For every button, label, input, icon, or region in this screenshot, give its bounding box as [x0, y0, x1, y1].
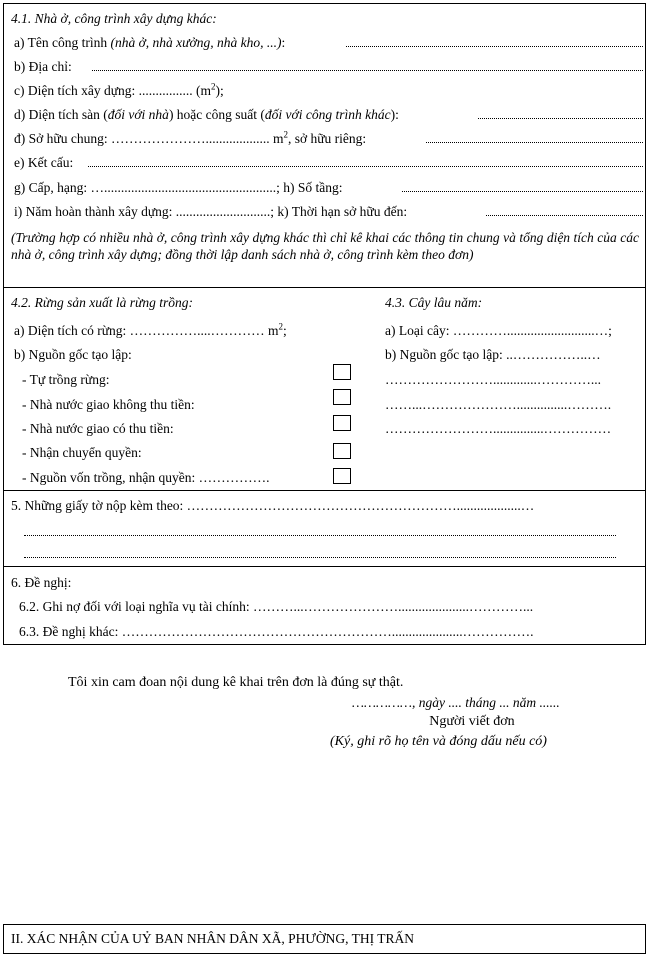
field-e-input[interactable] [88, 166, 643, 167]
field-dd-input[interactable] [426, 142, 643, 143]
signer-note: (Ký, ghi rõ họ tên và đóng dấu nếu có) [330, 734, 547, 749]
divider [3, 287, 646, 288]
field-k-input[interactable] [486, 215, 643, 216]
field-d-input[interactable] [478, 118, 643, 119]
field-dd-label: đ) Sở hữu chung: …………………................... $m^2$, sở hữu riêng: [14, 129, 367, 146]
tree-type-label: a) Loại cây: …………..........................…; [385, 323, 612, 338]
field-i-label: i) Năm hoàn thành xây dựng: ............................; k) Thời hạn sở hữu đến: [14, 204, 408, 219]
section-4-3-heading: 4.3. Cây lâu năm: [385, 295, 483, 310]
origin-option-label: - Nhà nước giao có thu tiền: [22, 421, 174, 436]
section-6-heading: 6. Đề nghị: [11, 575, 72, 590]
tree-origin-line: …………………….............…………... [385, 372, 601, 387]
origin-option-label: - Tự trồng rừng: [22, 372, 110, 387]
field-b-input[interactable] [92, 70, 643, 71]
field-d-label: d) Diện tích sàn (đối với nhà) hoặc công suất (đối với công trình khác): [14, 107, 399, 122]
signer-title: Người viết đơn [429, 714, 515, 729]
origin-option-label: - Nguồn vốn trồng, nhận quyền: ……………. [22, 470, 270, 485]
attachments-line-1[interactable] [24, 535, 616, 536]
field-h-input[interactable] [402, 191, 643, 192]
field-e-label: e) Kết cấu: [14, 155, 74, 170]
origin-checkbox[interactable] [333, 415, 351, 431]
date-line: ……………, ngày .... tháng ... năm ...... [352, 695, 560, 710]
field-a-label: a) Tên công trình (nhà ở, nhà xưởng, nhà kho, ...): [14, 35, 286, 50]
tree-origin-label: b) Nguồn gốc tạo lập: ..……………..… [385, 347, 601, 362]
origin-checkbox[interactable] [333, 443, 351, 459]
section-5-heading: 5. Những giấy tờ nộp kèm theo: ……………………………………………………...................… [11, 498, 535, 513]
attachments-line-2[interactable] [24, 557, 616, 558]
section-4-1-note: (Trường hợp có nhiều nhà ở, công trình xây dựng khác thì chỉ kê khai các thông tin chung và tổng diện tích của các nhà ở, công trình xây dựng; đồng thời lập danh sách nhà ở, công trình kèm theo đơn) [11, 230, 639, 262]
origin-option-label: - Nhận chuyển quyền: [22, 445, 142, 460]
section-4-2-heading: 4.2. Rừng sản xuất là rừng trồng: [11, 295, 193, 310]
section-4-1-heading: 4.1. Nhà ở, công trình xây dựng khác: [11, 11, 217, 26]
section-2-title: II. XÁC NHẬN CỦA UỶ BAN NHÂN DÂN XÃ, PHƯỜNG, THỊ TRẤN [11, 931, 414, 946]
origin-checkbox[interactable] [333, 389, 351, 405]
divider [3, 566, 646, 567]
field-b-label: b) Địa chỉ: [14, 59, 72, 74]
tree-origin-line: ……...…………………...............………. [385, 397, 612, 412]
field-g-label: g) Cấp, hạng: …...................................................; h) Số tầng: [14, 180, 343, 195]
divider [3, 490, 646, 491]
field-a-input[interactable] [346, 46, 643, 47]
other-request-label: 6.3. Đề nghị khác: …………………………………………………….....................……………. [19, 624, 534, 639]
origin-checkbox[interactable] [333, 364, 351, 380]
origin-checkbox[interactable] [333, 468, 351, 484]
field-c-label: c) Diện tích xây dựng: ................ $(m^2)$; [14, 81, 224, 98]
forest-area-label: a) Diện tích có rừng: ……………....………… $m^2$; [14, 321, 287, 338]
forest-origin-label: b) Nguồn gốc tạo lập: [14, 347, 132, 362]
debt-request-label: 6.2. Ghi nợ đối với loại nghĩa vụ tài chính: ………...………………….....................…………... [19, 599, 534, 614]
tree-origin-line: ……………………...............…………… [385, 421, 612, 436]
declaration-text: Tôi xin cam đoan nội dung kê khai trên đơn là đúng sự thật. [68, 675, 404, 690]
origin-option-label: - Nhà nước giao không thu tiền: [22, 397, 195, 412]
